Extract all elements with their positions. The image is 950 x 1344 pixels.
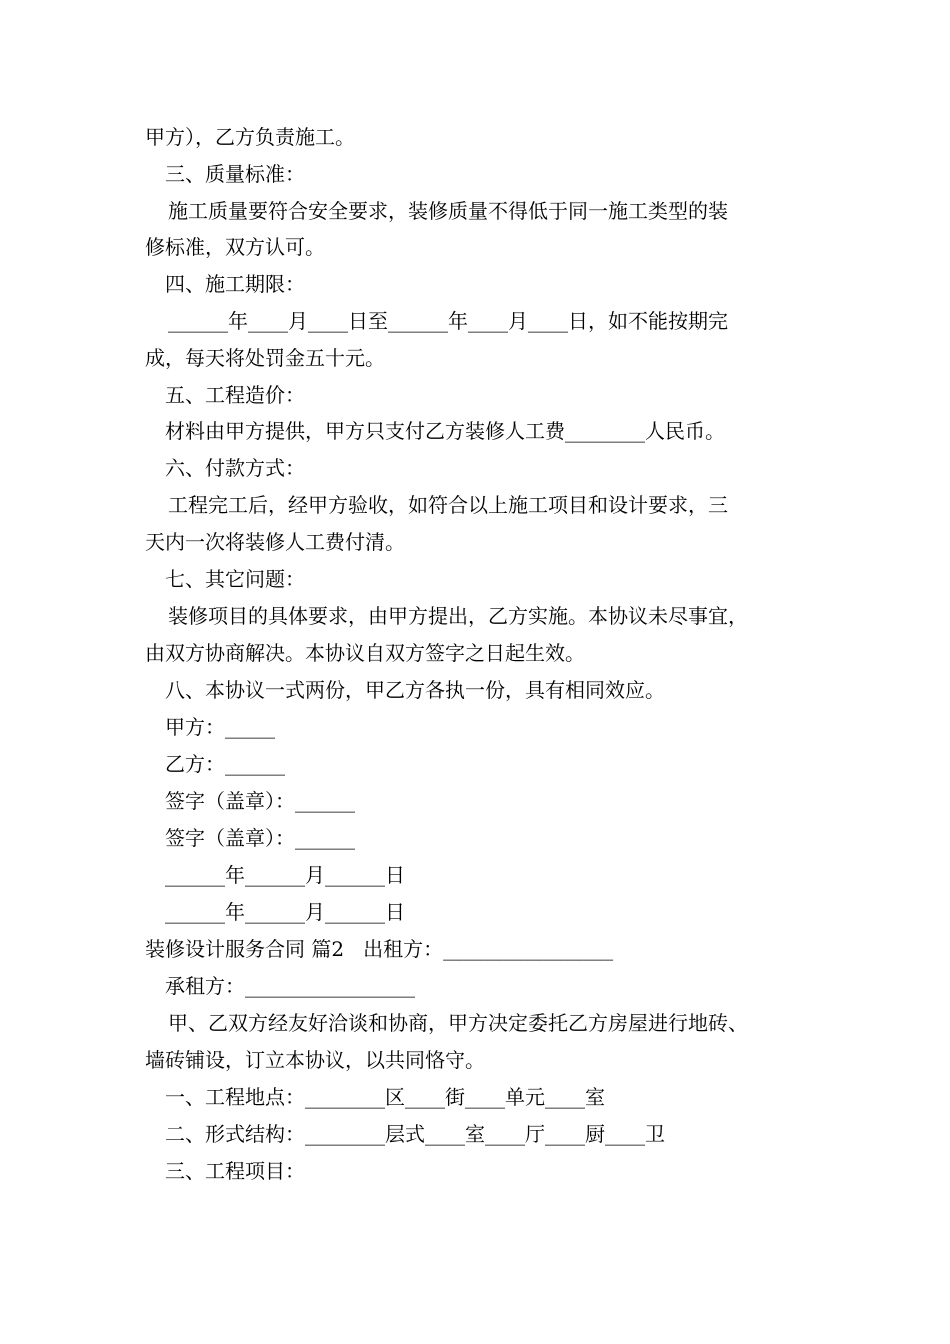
date-line: ______年______月______日 xyxy=(165,863,405,887)
text-line: ______年____月____日至______年____月____日，如不能按期完 xyxy=(168,309,728,333)
text-line: 工程完工后，经甲方验收，如符合以上施工项目和设计要求，三 xyxy=(168,493,728,517)
text-line: 墙砖铺设，订立本协议，以共同恪守。 xyxy=(145,1048,485,1072)
section-heading: 七、其它问题： xyxy=(165,567,305,591)
section-heading: 一、工程地点：________区____街____单元____室 xyxy=(165,1085,605,1109)
section-heading: 八、本协议一式两份，甲乙方各执一份，具有相同效应。 xyxy=(165,678,665,702)
text-line: 成，每天将处罚金五十元。 xyxy=(145,346,385,370)
signature-seal-line: 签字（盖章）：______ xyxy=(165,826,355,850)
section-heading: 六、付款方式： xyxy=(165,456,305,480)
section-heading: 三、工程项目： xyxy=(165,1159,305,1183)
text-line: 施工质量要符合安全要求，装修质量不得低于同一施工类型的装 xyxy=(168,199,728,223)
section-heading: 四、施工期限： xyxy=(165,272,305,296)
section-heading: 五、工程造价： xyxy=(165,383,305,407)
date-line: ______年______月______日 xyxy=(165,900,405,924)
text-line: 材料由甲方提供，甲方只支付乙方装修人工费________人民币。 xyxy=(165,419,725,443)
text-line: 甲、乙双方经友好洽谈和协商，甲方决定委托乙方房屋进行地砖、 xyxy=(168,1011,748,1035)
section-heading: 二、形式结构：________层式____室____厅____厨____卫 xyxy=(165,1122,665,1146)
text-line: 装修项目的具体要求，由甲方提出，乙方实施。本协议未尽事宜， xyxy=(168,604,748,628)
signature-seal-line: 签字（盖章）：______ xyxy=(165,789,355,813)
contract-title-line: 装修设计服务合同 篇2 出租方：_________________ xyxy=(145,937,614,961)
text-line: 甲方），乙方负责施工。 xyxy=(145,125,355,149)
text-line: 天内一次将装修人工费付清。 xyxy=(145,530,405,554)
lessee-line: 承租方：_________________ xyxy=(165,974,415,998)
text-line: 由双方协商解决。本协议自双方签字之日起生效。 xyxy=(145,641,585,665)
section-heading: 三、质量标准： xyxy=(165,162,305,186)
signature-line-party-a: 甲方：_____ xyxy=(165,715,275,739)
text-line: 修标准，双方认可。 xyxy=(145,235,325,259)
signature-line-party-b: 乙方：______ xyxy=(165,752,285,776)
